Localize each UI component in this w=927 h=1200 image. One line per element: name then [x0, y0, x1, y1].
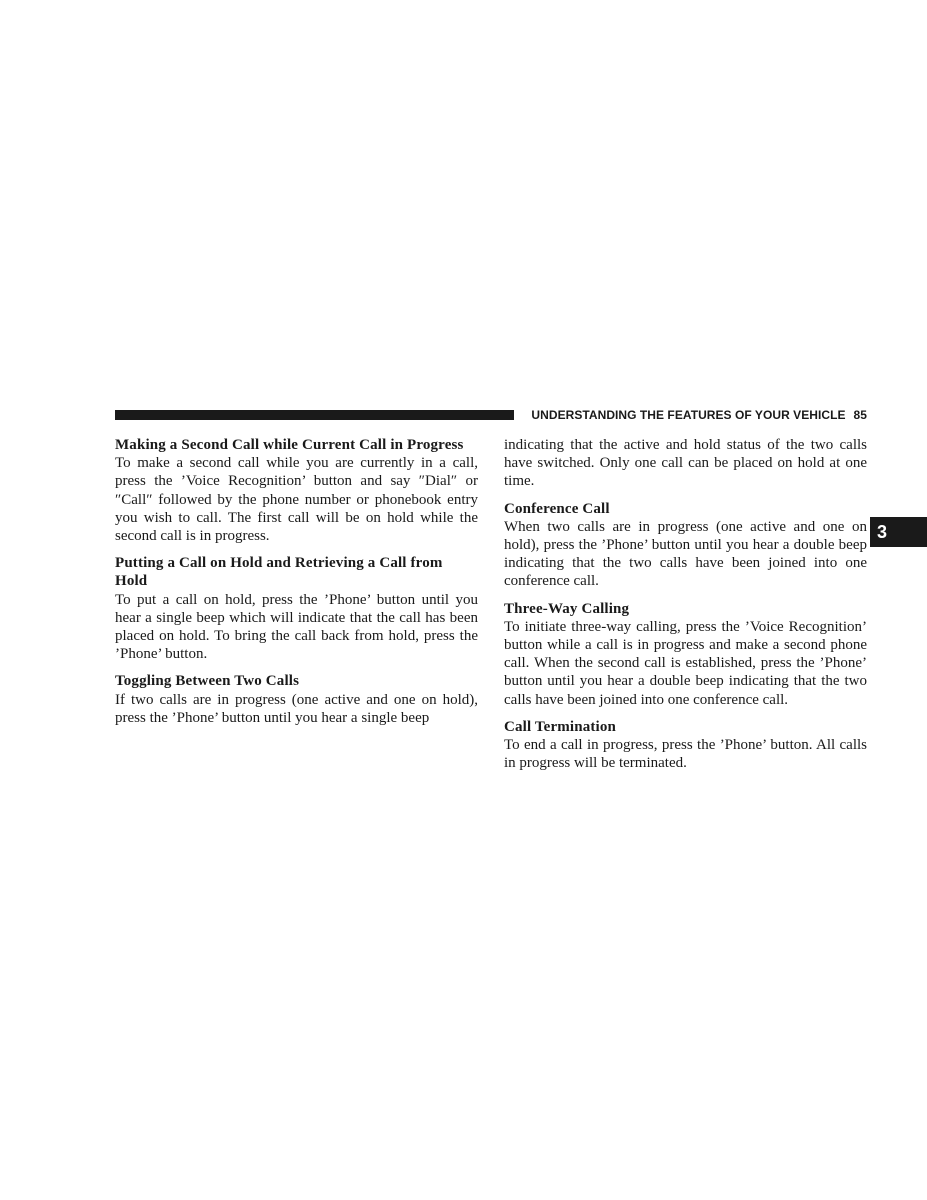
chapter-number: 3 [877, 522, 888, 542]
section-body: To put a call on hold, press the ’Phone’ button until you hear a single beep which will indicate that the call has been placed on hold. To bring the call back from hold, press the ’Phone’ button. [115, 591, 478, 663]
section-body: If two calls are in progress (one active and one on hold), press the ’Phone’ button until you hear a single beep [115, 691, 478, 726]
page-number: 85 [853, 408, 867, 422]
section-heading: Making a Second Call while Current Call in Progress [115, 437, 464, 453]
section-call-termination [504, 718, 867, 773]
section-title: UNDERSTANDING THE FEATURES OF YOUR VEHICLE [531, 408, 846, 422]
chapter-tab [870, 517, 927, 547]
section-body: To end a call in progress, press the ’Phone’ button. All calls in progress will be terminated. [504, 737, 867, 772]
section-heading: Putting a Call on Hold and Retrieving a Call from Hold [115, 555, 443, 590]
section-heading: Conference Call [504, 500, 610, 517]
section-toggling [115, 672, 478, 727]
section-call-hold [115, 554, 478, 663]
left-column [115, 436, 478, 736]
running-header [524, 407, 867, 423]
section-heading: Three-Way Calling [504, 600, 630, 617]
section-second-call [115, 436, 478, 545]
section-body: To initiate three-way calling, press the ’Voice Recognition’ button while a call is in progress and make a second phone call. When the second call is established, press the ’Phone’ button until you hear a double beep indicating that the two calls have been joined into one conference call. [504, 618, 867, 708]
continued-paragraph: indicating that the active and hold status of the two calls have switched. Only one call can be placed on hold at one time. [504, 437, 867, 490]
right-column [504, 436, 867, 781]
header-rule [115, 410, 514, 420]
section-conference-call [504, 500, 867, 591]
section-body: To make a second call while you are currently in a call, press the ’Voice Recognition’ button and say ″Dial″ or ″Call″ followed by the phone number or phonebook entry you wish to call. The first call will be on hold while the second call is in progress. [115, 455, 478, 545]
section-heading: Toggling Between Two Calls [115, 673, 300, 690]
section-heading: Call Termination [504, 718, 616, 735]
section-three-way-calling [504, 600, 867, 709]
section-body: When two calls are in progress (one active and one on hold), press the ’Phone’ button until you hear a double beep indicating that the two calls have been joined into one conference call. [504, 518, 867, 590]
